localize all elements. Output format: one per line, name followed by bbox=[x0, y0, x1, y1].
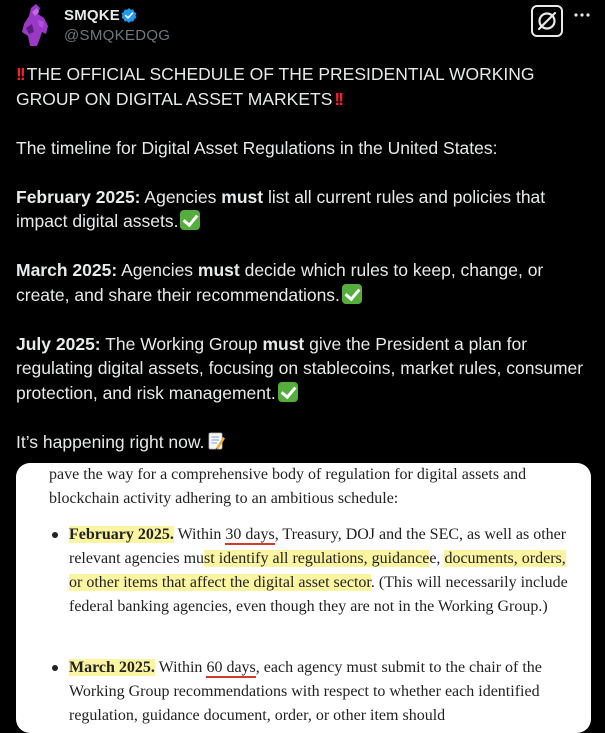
grok-button[interactable] bbox=[531, 5, 563, 37]
document-text: , Treasury, DOJ and the SEC, as well as other relevant agencies mu bbox=[69, 526, 567, 567]
timeline-text: decide which rules to keep, change, or create, and share their recommendations. bbox=[16, 260, 544, 305]
tweet-headline-paragraph bbox=[16, 62, 594, 111]
document-text: . (This will necessarily include federal banking agencies, even though they are not in the Working Group.) bbox=[69, 574, 568, 615]
memo-emoji bbox=[206, 431, 226, 451]
timeline-date: February 2025: bbox=[16, 186, 141, 207]
timeline-text: give the President a plan for regulating digital assets, focusing on stablecoins, market rules, consumer protection, and risk management. bbox=[16, 333, 584, 403]
timeline-must: must bbox=[221, 186, 264, 207]
tweet-body bbox=[16, 62, 594, 479]
bullet bbox=[52, 665, 58, 671]
avatar[interactable] bbox=[16, 2, 56, 48]
check-mark-emoji bbox=[342, 284, 362, 304]
grok-icon bbox=[533, 7, 561, 35]
document-text: Within bbox=[173, 526, 226, 543]
tweet-closing: It’s happening right now. bbox=[16, 431, 205, 452]
user-handle[interactable]: @SMQKEDQG bbox=[64, 27, 171, 44]
tweet-intro: The timeline for Digital Asset Regulations in the United States: bbox=[16, 137, 498, 158]
timeline-text: Agencies bbox=[140, 186, 222, 207]
document-highlight: st identify all regulations, guidance bbox=[204, 550, 430, 567]
document-highlight: documents, orders, or other items that affect the digital asset sector bbox=[69, 550, 566, 591]
timeline-text: list all current rules and policies that impact digital assets. bbox=[16, 186, 546, 231]
timeline-item-july bbox=[16, 332, 594, 406]
check-mark-emoji bbox=[278, 382, 298, 402]
timeline-must: must bbox=[262, 333, 305, 354]
document-text: , each agency must submit to the chair of the Working Group recommendations with respect to whether each identified regulation, guidance document, order, or other item should bbox=[69, 659, 542, 724]
timeline-date: March 2025: bbox=[16, 260, 118, 280]
more-button[interactable] bbox=[572, 5, 592, 25]
document-intro: pave the way for a comprehensive body of regulation for digital assets and blockchain activity adhering to an ambitious schedule: bbox=[49, 466, 527, 507]
timeline-date: July 2025: bbox=[16, 333, 101, 354]
timeline-item-february bbox=[16, 185, 594, 234]
display-name[interactable]: SMQKE bbox=[64, 7, 121, 24]
timeline-must: must bbox=[197, 260, 240, 280]
verified-badge-icon bbox=[120, 7, 138, 25]
document-item-february bbox=[69, 523, 569, 619]
document-item-march bbox=[69, 656, 569, 728]
document-date: February 2025. bbox=[69, 526, 174, 543]
bullet bbox=[52, 532, 58, 538]
tweet-header bbox=[0, 0, 605, 56]
attached-document-image[interactable] bbox=[16, 463, 591, 733]
double-exclamation-emoji: !! bbox=[16, 64, 24, 84]
document-text: Within bbox=[154, 659, 207, 676]
document-text: e, bbox=[429, 550, 445, 567]
document-date: March 2025. bbox=[69, 659, 155, 676]
more-icon bbox=[572, 5, 592, 25]
document-days: 30 days bbox=[225, 526, 275, 543]
tweet-closing-paragraph bbox=[16, 430, 594, 455]
timeline-item-march bbox=[16, 258, 594, 307]
check-mark-emoji bbox=[180, 210, 200, 230]
double-exclamation-emoji: !! bbox=[334, 88, 343, 109]
timeline-text: The Working Group bbox=[100, 333, 263, 354]
timeline-text: Agencies bbox=[117, 260, 198, 280]
tweet-headline: THE OFFICIAL SCHEDULE OF THE PRESIDENTIAL WORKING GROUP ON DIGITAL ASSET MARKETS bbox=[16, 64, 535, 109]
document-days: 60 days bbox=[206, 659, 256, 676]
